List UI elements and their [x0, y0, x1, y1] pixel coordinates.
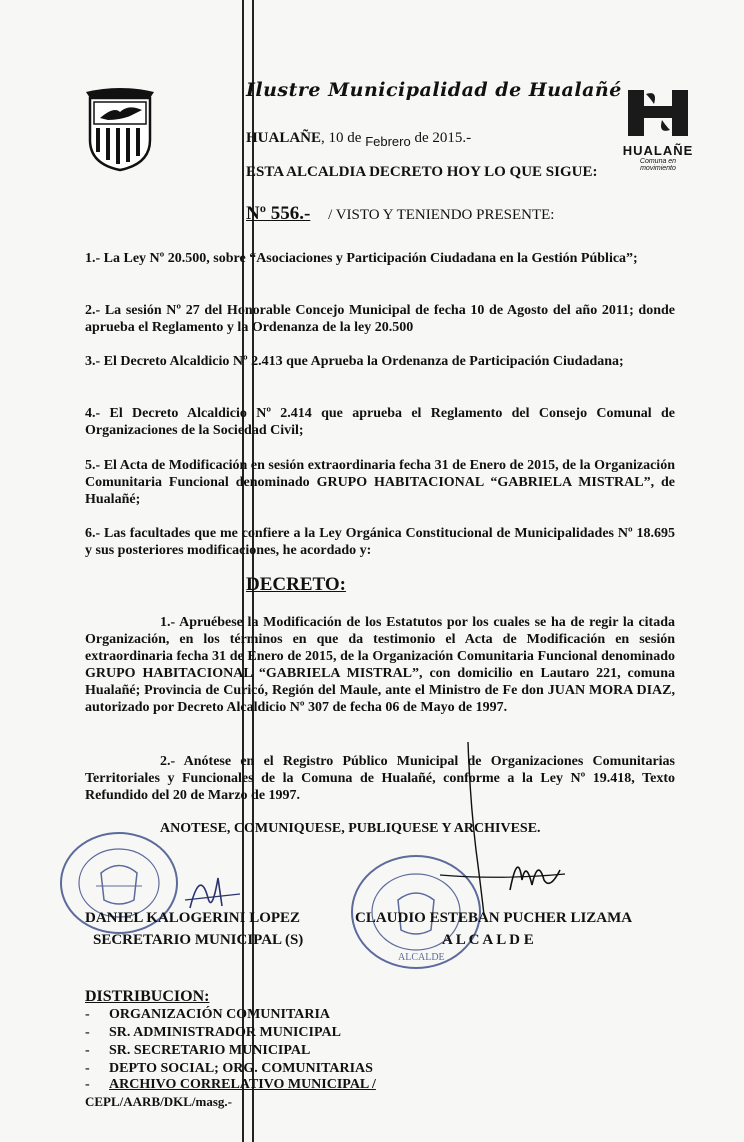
date-year: de 2015.- [414, 130, 472, 146]
distribution-item: - DEPTO SOCIAL; ORG. COMUNITARIAS [85, 1061, 373, 1076]
initials-line: CEPL/AARB/DKL/masg.- [85, 1094, 232, 1109]
decree-number-line [246, 203, 554, 225]
secretary-title: SECRETARIO MUNICIPAL (S) [93, 932, 304, 948]
mayor-name: CLAUDIO ESTEBAN PUCHER LIZAMA [355, 910, 633, 926]
mayor-title: A L C A L D E [442, 932, 534, 948]
considerando-1: 1.- La Ley Nº 20.500, sobre “Asociaciones y Participación Ciudadana en la Gestión Pública”; [85, 251, 638, 266]
stamp-alcalde-text: ALCALDE [398, 952, 445, 963]
distribution-item: - SR. SECRETARIO MUNICIPAL [85, 1043, 311, 1058]
date-line [246, 130, 471, 147]
distribution-title: DISTRIBUCION: [85, 988, 210, 1005]
considerando-2: 2.- La sesión Nº 27 del Honorable Concejo Municipal de fecha 10 de Agosto del año 2011; donde aprueba el Reglamento y la Ordenanza de la ley 20.500 [85, 303, 675, 335]
institution-header: Ilustre Municipalidad de Hualañé [246, 79, 622, 101]
hualane-h-icon [624, 88, 692, 138]
distribution-item: - SR. ADMINISTRADOR MUNICIPAL [85, 1025, 341, 1040]
brand-slogan: Comuna en movimiento [639, 158, 677, 172]
visto-text: / VISTO Y TENIENDO PRESENTE: [328, 207, 555, 223]
closing-formula: ANOTESE, COMUNIQUESE, PUBLIQUESE Y ARCHIVESE. [160, 821, 541, 836]
considerando-3: 3.- El Decreto Alcaldicio Nº 2.413 que Aprueba la Ordenanza de Participación Ciudadana; [85, 354, 624, 369]
decree-number: Nº 556.- [246, 203, 311, 224]
mayor-signature [440, 740, 570, 920]
handwritten-month: Febrero [365, 134, 411, 149]
considerando-6: 6.- Las facultades que me confiere a la Ley Orgánica Constitucional de Municipalidades Nº 18.695 y sus posteriores modificaciones, he acordado y: [85, 526, 675, 558]
secretary-signature [180, 858, 250, 918]
coat-of-arms-logo [84, 88, 156, 172]
decreto-title: DECRETO: [246, 574, 346, 595]
brand-name: HUALAÑE [622, 143, 694, 158]
decree-subtitle: ESTA ALCALDIA DECRETO HOY LO QUE SIGUE: [246, 164, 598, 180]
scan-fold-line [242, 0, 244, 1142]
article-1: 1.- Apruébese la Modificación de los Estatutos por los cuales se ha de regir la citada Organización, en los términos en que da testimonio el Acta de Modificación en sesión extraordinaria fecha 31 de Enero de 2015, de la Organización Comunitaria Funcional denominado GRUPO HABITACIONAL “GABRIELA MISTRAL”, con domicilio en Lautaro 221, comuna Hualañé; Provincia de Curicó, Región del Maule, ante el Ministro de Fe don JUAN MORA DIAZ, autorizado por Decreto Alcaldicio Nº 307 de fecha 06 de Mayo de 1997. [85, 615, 675, 715]
article-2: 2.- Anótese en el Registro Público Municipal de Organizaciones Comunitarias Territoriales y Funcionales de la Comuna de Hualañé, conforme a la Ley Nº 19.418, Texto Refundido del 20 de Marzo de 1997. [85, 754, 675, 803]
distribution-item: - ORGANIZACIÓN COMUNITARIA [85, 1007, 331, 1022]
secretary-name: DANIEL KALOGERINI LOPEZ [85, 910, 301, 926]
date-prefix: , 10 de [321, 130, 362, 146]
distribution-item: - ARCHIVO CORRELATIVO MUNICIPAL / [85, 1077, 376, 1092]
city-name: HUALAÑE [246, 130, 322, 146]
hualane-brand-logo [622, 88, 694, 172]
considerando-5: 5.- El Acta de Modificación en sesión extraordinaria fecha 31 de Enero de 2015, de la Organización Comunitaria Funcional denominado GRUPO HABITACIONAL “GABRIELA MISTRAL”, de Hualañé; [85, 458, 675, 507]
considerando-4: 4.- El Decreto Alcaldicio Nº 2.414 que aprueba el Reglamento del Consejo Comunal de Organizaciones de la Sociedad Civil; [85, 406, 675, 438]
